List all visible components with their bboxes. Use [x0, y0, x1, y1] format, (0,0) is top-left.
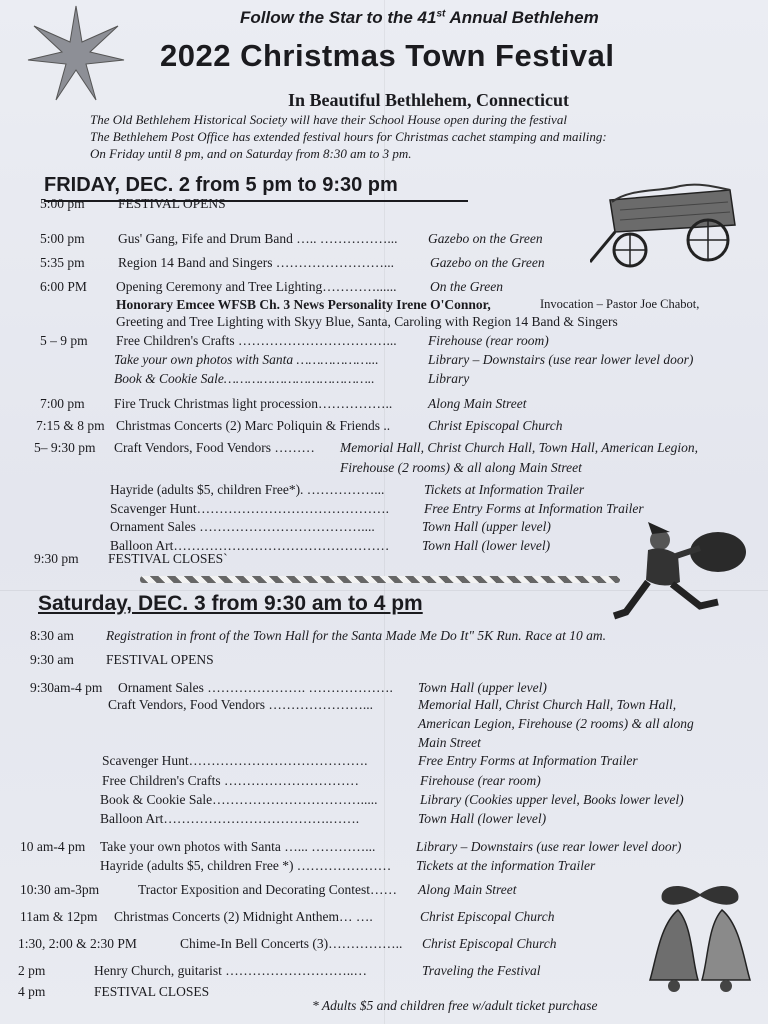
event-location: Invocation – Pastor Joe Chabot, [540, 297, 700, 311]
schedule-row [0, 297, 768, 315]
tagline [240, 8, 599, 28]
event-location: Library – Downstairs (use rear lower level door) [416, 839, 682, 854]
event-location: On the Green [430, 279, 503, 294]
event-time: 8:30 am [30, 628, 74, 643]
event-location: Memorial Hall, Christ Church Hall, Town Hall, American Legion, [340, 440, 699, 455]
event-description: Henry Church, guitarist ………………………..… [94, 963, 367, 978]
event-location: Town Hall (lower level) [418, 811, 547, 826]
event-location: Tickets at the information Trailer [416, 858, 596, 873]
event-location: Firehouse (2 rooms) & all along Main Street [340, 460, 582, 475]
event-description: Opening Ceremony and Tree Lighting…………...... [116, 279, 397, 294]
event-description: Hayride (adults $5, children Free *) ………………… [100, 858, 392, 873]
event-description: Christmas Concerts (2) Marc Poliquin & Friends .. [116, 418, 391, 433]
event-time: 10 am-4 pm [20, 839, 86, 854]
intro-line: The Bethlehem Post Office has extended festival hours for Christmas cachet stamping and mailing: [90, 129, 607, 144]
event-time: 9:30 pm [34, 551, 79, 566]
tagline-ordinal: st [436, 8, 446, 20]
event-description: FESTIVAL OPENS [118, 196, 226, 211]
schedule-row [0, 697, 768, 715]
event-description: Tractor Exposition and Decorating Contest…… [138, 882, 397, 897]
schedule-row [0, 652, 768, 670]
event-description: Book & Cookie Sale……………………………….. [114, 371, 375, 386]
schedule-row [0, 735, 768, 753]
schedule-row [0, 811, 768, 829]
schedule-row [0, 628, 768, 646]
event-location: Memorial Hall, Christ Church Hall, Town Hall, [418, 697, 677, 712]
event-location: Christ Episcopal Church [420, 909, 555, 924]
event-location: Tickets at Information Trailer [424, 482, 585, 497]
event-description: Free Children's Crafts ……………………………... [116, 333, 397, 348]
event-location: Library [428, 371, 470, 386]
schedule-row [0, 279, 768, 297]
event-time: 5– 9:30 pm [34, 440, 96, 455]
event-description: FESTIVAL CLOSES` [108, 551, 228, 566]
event-description: Greeting and Tree Lighting with Skyy Blue, Santa, Caroling with Region 14 Band & Singers [116, 314, 618, 329]
schedule-row [0, 482, 768, 500]
event-time: 9:30am-4 pm [30, 680, 103, 695]
event-description: Christmas Concerts (2) Midnight Anthem… …. [114, 909, 373, 924]
saturday-heading: Saturday, DEC. 3 from 9:30 am to 4 pm [38, 592, 423, 615]
event-description: Balloon Art……………………………….……. [100, 811, 360, 826]
event-description: Free Children's Crafts ………………………… [102, 773, 360, 788]
event-location: Firehouse (rear room) [428, 333, 549, 348]
event-location: Library (Cookies upper level, Books lower level) [420, 792, 684, 807]
tagline-text: Follow the Star to the 41 [240, 8, 437, 27]
event-location: Along Main Street [428, 396, 527, 411]
schedule-row [0, 440, 768, 458]
christmas-bells-icon [640, 880, 760, 1000]
event-location: Free Entry Forms at Information Trailer [424, 501, 644, 516]
event-time: 10:30 am-3pm [20, 882, 100, 897]
event-location: Town Hall (upper level) [418, 680, 547, 695]
event-time: 5:35 pm [40, 255, 85, 270]
event-description: Gus' Gang, Fife and Drum Band ….. ……………... [118, 231, 398, 246]
event-description: FESTIVAL OPENS [106, 652, 214, 667]
schedule-row [0, 839, 768, 857]
event-time: 11am & 12pm [20, 909, 98, 924]
event-location: Town Hall (upper level) [422, 519, 551, 534]
event-time: 9:30 am [30, 652, 74, 667]
schedule-row [0, 371, 768, 389]
event-description: Balloon Art………………………………………… [110, 538, 390, 553]
event-description: Chime-In Bell Concerts (3)…………….. [180, 936, 403, 951]
schedule-row [0, 314, 768, 332]
event-description: Book & Cookie Sale……………………………..... [100, 792, 378, 807]
tagline-text-end: Annual Bethlehem [445, 8, 599, 27]
location-subtitle: In Beautiful Bethlehem, Connecticut [288, 90, 569, 110]
running-santa-icon [608, 520, 748, 630]
schedule-row [0, 418, 768, 436]
event-description: Scavenger Hunt…………………………………. [102, 753, 368, 768]
page-title: 2022 Christmas Town Festival [160, 38, 615, 73]
event-location: Gazebo on the Green [430, 255, 545, 270]
event-description: Ornament Sales …………………. ………………. [118, 680, 393, 695]
event-description: Take your own photos with Santa ………………... [114, 352, 379, 367]
event-description: Craft Vendors, Food Vendors …………………... [108, 697, 373, 712]
event-location: Christ Episcopal Church [422, 936, 557, 951]
event-location: Main Street [418, 735, 481, 750]
event-description: Fire Truck Christmas light procession…………….. [114, 396, 393, 411]
schedule-row [0, 396, 768, 414]
schedule-row [0, 753, 768, 771]
friday-heading: FRIDAY, DEC. 2 from 5 pm to 9:30 pm [44, 174, 398, 196]
event-time: 4 pm [18, 984, 46, 999]
hay-wagon-icon [590, 180, 740, 270]
event-time: 5:00 pm [40, 231, 85, 246]
event-description: FESTIVAL CLOSES [94, 984, 210, 999]
event-location: Traveling the Festival [422, 963, 541, 978]
event-description: Craft Vendors, Food Vendors ……… [114, 440, 315, 455]
schedule-row [0, 333, 768, 351]
event-time: 2 pm [18, 963, 46, 978]
event-location: Firehouse (rear room) [420, 773, 541, 788]
event-time: 6:00 PM [40, 279, 87, 294]
schedule-row [0, 501, 768, 519]
candy-cane-divider [140, 576, 620, 583]
event-description: Take your own photos with Santa …... …………... [100, 839, 376, 854]
schedule-row [0, 773, 768, 791]
event-location: Free Entry Forms at Information Trailer [418, 753, 638, 768]
event-location: Gazebo on the Green [428, 231, 543, 246]
schedule-row [0, 858, 768, 876]
event-time: 7:00 pm [40, 396, 85, 411]
event-description: Honorary Emcee WFSB Ch. 3 News Personality Irene O'Connor, [116, 297, 491, 312]
event-location: Along Main Street [418, 882, 517, 897]
schedule-row [0, 460, 768, 478]
event-location: American Legion, Firehouse (2 rooms) & all along [418, 716, 694, 731]
event-description: Region 14 Band and Singers ……………………... [118, 255, 394, 270]
event-location: Christ Episcopal Church [428, 418, 563, 433]
event-description: Hayride (adults $5, children Free*). ……………... [110, 482, 385, 497]
event-location: Library – Downstairs (use rear lower level door) [428, 352, 694, 367]
event-description: Registration in front of the Town Hall for the Santa Made Me Do It" 5K Run. Race at 10 am. [106, 628, 607, 643]
footnote: * Adults $5 and children free w/adult ticket purchase [312, 998, 598, 1013]
schedule-row [0, 352, 768, 370]
event-time: 5 – 9 pm [40, 333, 88, 348]
star-icon [26, 4, 126, 104]
event-time: 1:30, 2:00 & 2:30 PM [18, 936, 137, 951]
schedule-row [0, 716, 768, 734]
event-location: Town Hall (lower level) [422, 538, 551, 553]
event-time: 5:00 pm [40, 196, 85, 211]
event-time: 7:15 & 8 pm [36, 418, 105, 433]
intro-line: The Old Bethlehem Historical Society will have their School House open during the festival [90, 112, 567, 127]
intro-line: On Friday until 8 pm, and on Saturday from 8:30 am to 3 pm. [90, 146, 412, 161]
event-description: Scavenger Hunt……………………………………. [110, 501, 389, 516]
schedule-row [0, 792, 768, 810]
schedule-row [0, 680, 768, 698]
event-description: Ornament Sales ……………………………….... [110, 519, 375, 534]
